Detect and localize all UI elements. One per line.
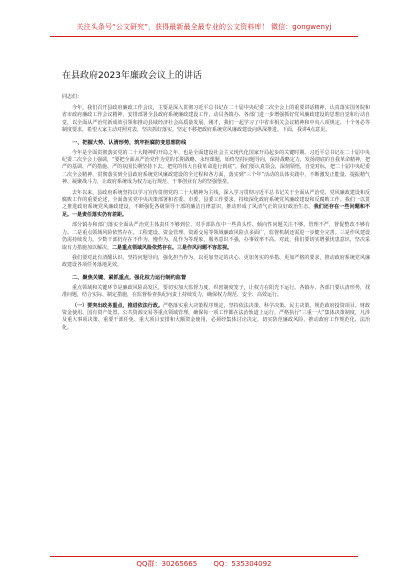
header-banner xyxy=(0,0,408,48)
document-title: 在县政府2023年廉政会议上的讲话 xyxy=(62,71,202,81)
section-1-paragraph-2-text: 去年以来，县政府系统坚持以学习宣传贯彻党的二十大精神为主线，深入学习贯彻习近平总书记关于全面从严治党、党风廉政建设和反腐败工作的重要论述，全面落实党中央决策部署和省委、市委、县委工作要求，持续深化政府系统党风廉政建设和反腐败工作。我们一以贯之推进政府系统党风廉政建设，不断强化各级领导干部的廉洁自律意识，推动形成了风清气正的良好政治生态。 xyxy=(62,189,370,211)
footer-qq-group: QQ群：30265665 xyxy=(136,560,198,568)
footer-divider xyxy=(50,556,358,557)
section-1-emphasis-2: 二是重点领域风险依然存在。三是作风问题不容忽视。 xyxy=(112,244,233,251)
footer-text xyxy=(0,559,408,569)
section-1-heading: 一、把握大势、认清形势，筑牢拒腐防变思想防线 xyxy=(72,139,187,146)
section-1-emphasis: 我们还存在一些问题和不足。一是责任落实仍有差距。 xyxy=(62,204,370,218)
banner-divider xyxy=(50,36,358,37)
section-1-paragraph-3 xyxy=(62,222,370,252)
section-2-paragraph-2 xyxy=(62,303,370,333)
intro-paragraph: 今年，我们召开县政府廉政工作会议，主要是深入贯彻习近平总书记在二十届中央纪委二次全会上的重要讲话精神，认真落实国务院和省市政府廉政工作会议精神，安排部署全县政府系统廉政建设工作，动员各镇办、各部门进一步增强抓好党风廉政建设的思想自觉和行动自觉，以全面从严治党新成效引领和推动县域经济社会高质量发展。刚才，我们一起学习了中省市相关会议精神和中央八项规定、十个务必等制度要求，希望大家主动对照对表，坚决抓好落实。坚定不移把政府系统党风廉政建设向纵深推进。下面，我讲4点意见。 xyxy=(62,105,370,134)
banner-text: 关注头条号“公文研究”，获得最新最全最专业的公文资料库！ 微信：gongwenyj xyxy=(76,23,332,31)
section-2-heading: 二、聚焦关键、紧抓重点，强化权力运行制约监督 xyxy=(72,274,187,281)
section-1-paragraph-4: 我们要对此有清醒认识，坚持问题导向，强化担当作为，以更加坚定的决心、更加务实的举措、更加严格的要求，推动政府系统党风廉政建设各项任务落地见效。 xyxy=(62,254,370,269)
section-1-paragraph-2 xyxy=(62,190,370,220)
section-2-paragraph-1: 重点领域和关键环节是廉政风险高发区，要切实加大监督力度，织密制度笼子，让权力在阳光下运行。各镇办、各部门要认清形势，找准问题，结合实际、制定措施，在监督检查执纪问责上持续发力，确保权力规范、安全、高效运行。 xyxy=(62,284,370,299)
section-2-subheading: （一）要突出政务重点，推进依法行政。 xyxy=(72,302,163,309)
section-1-paragraph-3-text: 部分镇办和部门落实全面从严治党主体责任不够到位，对手部队伍中一些苗头性、倾向性问题关注不够，管理不严，督促整改不够有力。二是重点领域风险依然存在。工程建设、资金管理、资源交易等领域廉政风险点多面广，监督机制还需进一步健全完善。三是作风建设仍需持续发力。少数干部仍存在不作为、慢作为、乱作为等现象，服务意识不强，办事效率不高。对此，我们要切实增强忧患意识，坚决采取有力措施加以解决。 xyxy=(62,222,370,251)
footer-banner xyxy=(0,556,408,570)
document-body xyxy=(62,62,370,546)
section-2-paragraph-2-text: 严格落实重大决策程序规定，坚持依法决策、科学决策、民主决策。规范政府投资项目、财政资金使用、国有资产处置、公共资源交易等重点领域管理，确保每一项工作都在法治轨道上运行。严格执行“三重一大”集体决策制度，凡涉及重大事项决策、重要干部任免、重大项目安排和大额资金使用，必须经集体讨论决定，切实防范廉政风险，推动政府工作规范化、法治化。 xyxy=(62,302,370,331)
footer-qq: QQ：535304092 xyxy=(213,560,272,568)
section-1-paragraph-1: 今年是全面贯彻落实党的二十大精神的开局之年，也是全面建设社会主义现代化国家开局起步的关键时期。习近平总书记在二十届中央纪委二次全会上强调，“要把全面从严治党作为党的长期战略、永恒课题，始终坚持问题导向，保持战略定力，发扬彻底的自我革命精神，把严的基调、严的措施、严的氛围长期坚持下去。把党的伟大自我革命进行到底”。我们要认真领会，深刻领悟，自觉对标，把二十届中央纪委二次全会精神，贯彻落实到全县政府系统党风廉政建设的全过程和各方面，落实到“三个年”活动的具体实践中，不断激发正能量、提振精气神、凝聚战斗力，让政府系统成为权力运行规范、干事创业有为的坚强堡垒。 xyxy=(62,149,370,186)
salutation: 同志们： xyxy=(62,94,83,100)
